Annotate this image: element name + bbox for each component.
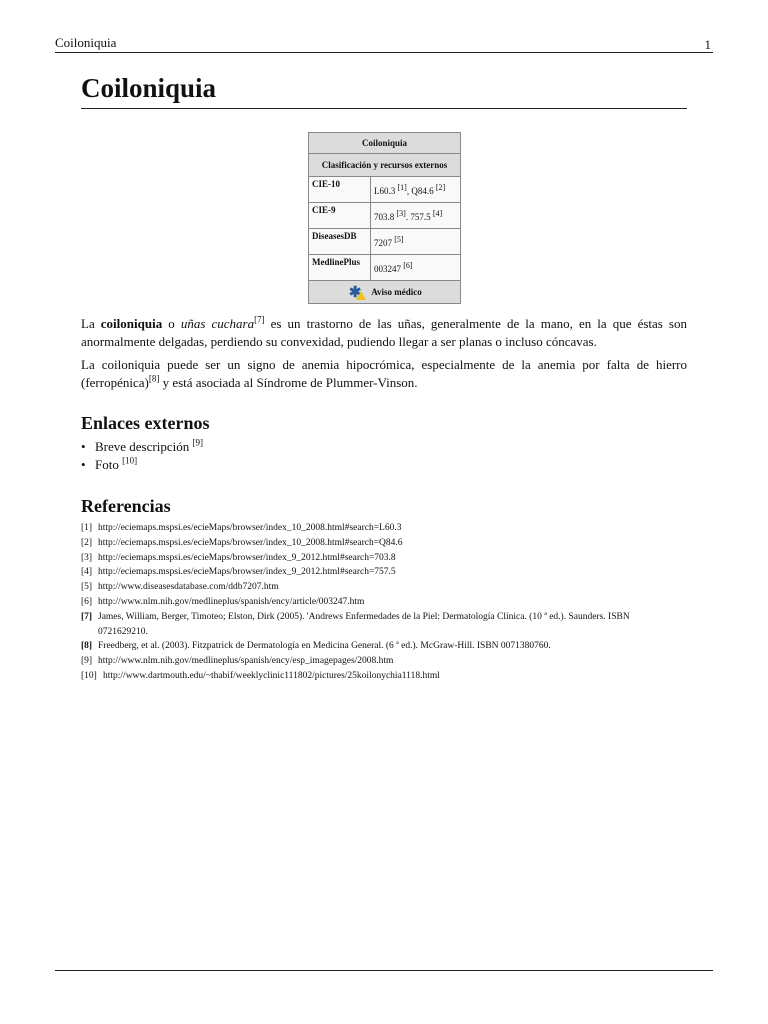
infobox-key: CIE-10 bbox=[309, 177, 371, 203]
ref-link[interactable]: [4] bbox=[432, 209, 443, 218]
reference-item[interactable]: [1] http://eciemaps.mspsi.es/ecieMaps/browser/index_10_2008.html#search=L60.3 bbox=[81, 523, 402, 533]
infobox bbox=[308, 132, 461, 304]
infobox-row bbox=[309, 177, 461, 203]
infobox-value: 703.8 [3]. 757.5 [4] bbox=[371, 203, 461, 229]
page-footer-rule bbox=[55, 970, 713, 971]
running-title: Coiloniquia bbox=[55, 35, 117, 50]
medical-star-warning-icon: ✱ bbox=[347, 285, 367, 301]
ref-link[interactable]: [7] bbox=[254, 314, 265, 325]
medical-notice-label: Aviso médico bbox=[371, 287, 422, 297]
ref-link[interactable]: [6] bbox=[403, 261, 413, 270]
reference-item[interactable]: [2] http://eciemaps.mspsi.es/ecieMaps/browser/index_10_2008.html#search=Q84.6 bbox=[81, 537, 403, 548]
ref-link[interactable]: [9] bbox=[192, 437, 203, 448]
ref-link[interactable]: [2] bbox=[435, 183, 446, 192]
list-item[interactable]: • Foto [10] bbox=[81, 456, 203, 474]
infobox-subtitle: Clasificación y recursos externos bbox=[309, 154, 461, 177]
intro-paragraph: La coiloniquia o uñas cuchara[7] es un trastorno de las uñas, generalmente de la mano, en la que éstas son anormalmente delgadas, perdiendo su convexidad, pudiendo llegar a ser planas o incluso cóncavas. bbox=[81, 314, 687, 349]
reference-item: [7] James, William, Berger, Timoteo; Elston, Dirk (2005). 'Andrews Enfermedades de la Piel: Dermatología Clínica. (10 ª ed.). Saunders. ISBN 0721629210. bbox=[81, 611, 630, 637]
infobox-key: MedlinePlus bbox=[309, 255, 371, 281]
article-title: Coiloniquia bbox=[81, 70, 687, 109]
section-heading-external-links: Enlaces externos bbox=[81, 413, 210, 433]
infobox-row bbox=[309, 229, 461, 255]
external-links-list bbox=[81, 438, 203, 474]
page-number: 1 bbox=[704, 37, 711, 52]
infobox-key: CIE-9 bbox=[309, 203, 371, 229]
reference-item[interactable]: [4] http://eciemaps.mspsi.es/ecieMaps/browser/index_9_2012.html#search=757.5 bbox=[81, 567, 396, 578]
ref-link[interactable]: [3] bbox=[396, 209, 406, 218]
reference-item[interactable]: [9] http://www.nlm.nih.gov/medlineplus/spanish/ency/esp_imagepages/2008.htm bbox=[81, 656, 394, 667]
ref-link[interactable]: [1] bbox=[397, 183, 407, 192]
infobox-value: 7207 [5] bbox=[371, 229, 461, 255]
infobox-value: 003247 [6] bbox=[371, 255, 461, 281]
ref-link[interactable]: [5] bbox=[394, 235, 404, 244]
reference-item[interactable]: [10] http://www.dartmouth.edu/~thabif/weeklyclinic111802/pictures/25koilonychia1118.html bbox=[81, 670, 440, 681]
body-paragraph: La coiloniquia puede ser un signo de anemia hipocrómica, especialmente de la anemia por falta de hierro (ferropénica)[8] y está asociada al Síndrome de Plummer-Vinson. bbox=[81, 357, 687, 390]
references-list bbox=[81, 521, 641, 684]
ref-link[interactable]: [10] bbox=[122, 455, 138, 466]
ref-link[interactable]: [8] bbox=[148, 373, 160, 384]
list-item[interactable]: • Breve descripción [9] bbox=[81, 438, 203, 456]
infobox-value: L60.3 [1], Q84.6 [2] bbox=[371, 177, 461, 203]
reference-item[interactable]: [3] http://eciemaps.mspsi.es/ecieMaps/browser/index_9_2012.html#search=703.8 bbox=[81, 552, 396, 563]
reference-item[interactable]: [6] http://www.nlm.nih.gov/medlineplus/spanish/ency/article/003247.htm bbox=[81, 596, 365, 607]
infobox-footer[interactable] bbox=[309, 281, 461, 304]
infobox-title: Coiloniquia bbox=[309, 133, 461, 154]
infobox-row bbox=[309, 255, 461, 281]
reference-item[interactable]: [5] http://www.diseasesdatabase.com/ddb7207.htm bbox=[81, 582, 279, 593]
reference-item: [8] Freedberg, et al. (2003). Fitzpatrick de Dermatología en Medicina General. (6 ª ed.). McGraw-Hill. ISBN 0071380760. bbox=[81, 641, 551, 652]
section-heading-references: Referencias bbox=[81, 496, 171, 516]
page-header bbox=[55, 35, 713, 53]
infobox-key: DiseasesDB bbox=[309, 229, 371, 255]
infobox-row bbox=[309, 203, 461, 229]
